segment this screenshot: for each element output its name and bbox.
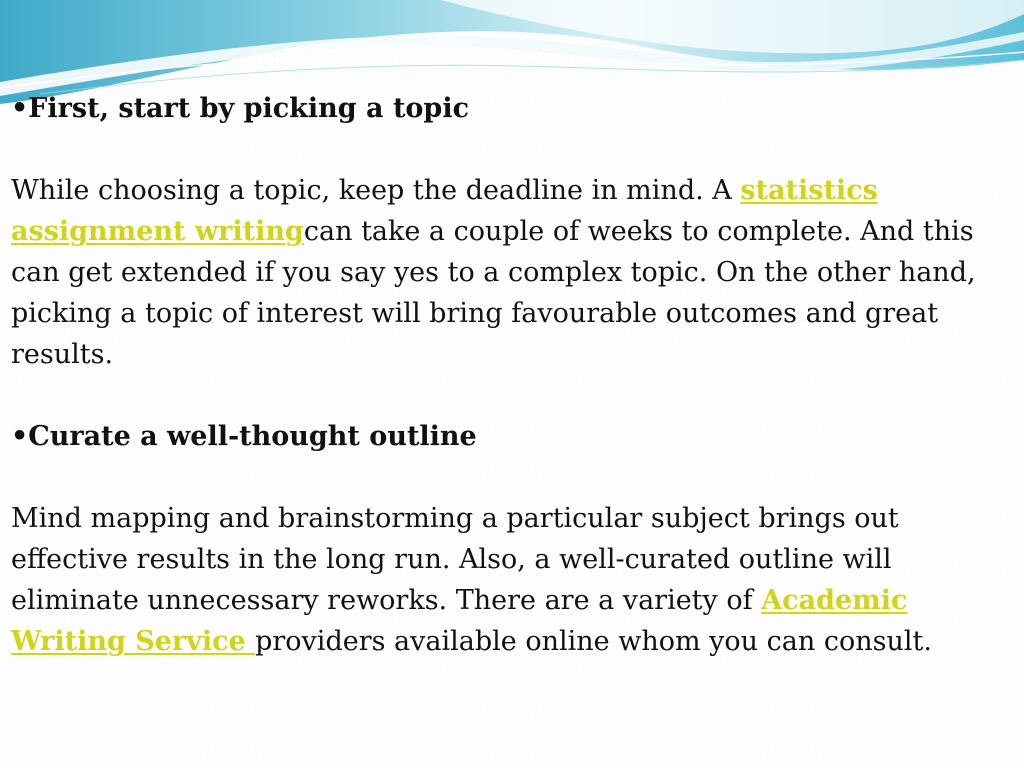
- section1-heading: •First, start by picking a topic: [11, 93, 470, 124]
- section1-text-after-link: can take a couple of weeks to complete. And this can get extended if you say yes to a complex topic. On the other hand, picking a topic of interest will bring favourable outcomes and great results.: [11, 216, 976, 370]
- section1-paragraph: [11, 170, 1011, 375]
- slide-content: [11, 88, 1011, 662]
- section2-text-after-link: providers available online whom you can consult.: [255, 626, 932, 657]
- section2-heading: •Curate a well-thought outline: [11, 421, 477, 452]
- statistics-assignment-writing-link[interactable]: statistics assignment writing: [11, 175, 878, 247]
- spacer: [11, 129, 1011, 170]
- section2-paragraph: [11, 498, 1011, 662]
- academic-writing-service-link[interactable]: Academic Writing Service: [11, 585, 908, 657]
- spacer: [11, 375, 1011, 416]
- section2-text-before-link: Mind mapping and brainstorming a particular subject brings out effective results in the long run. Also, a well-curated outline will eliminate unnecessary reworks. There are a variety of: [11, 503, 899, 616]
- section1-text-before-link: While choosing a topic, keep the deadline in mind. A: [11, 175, 741, 206]
- spacer: [11, 457, 1011, 498]
